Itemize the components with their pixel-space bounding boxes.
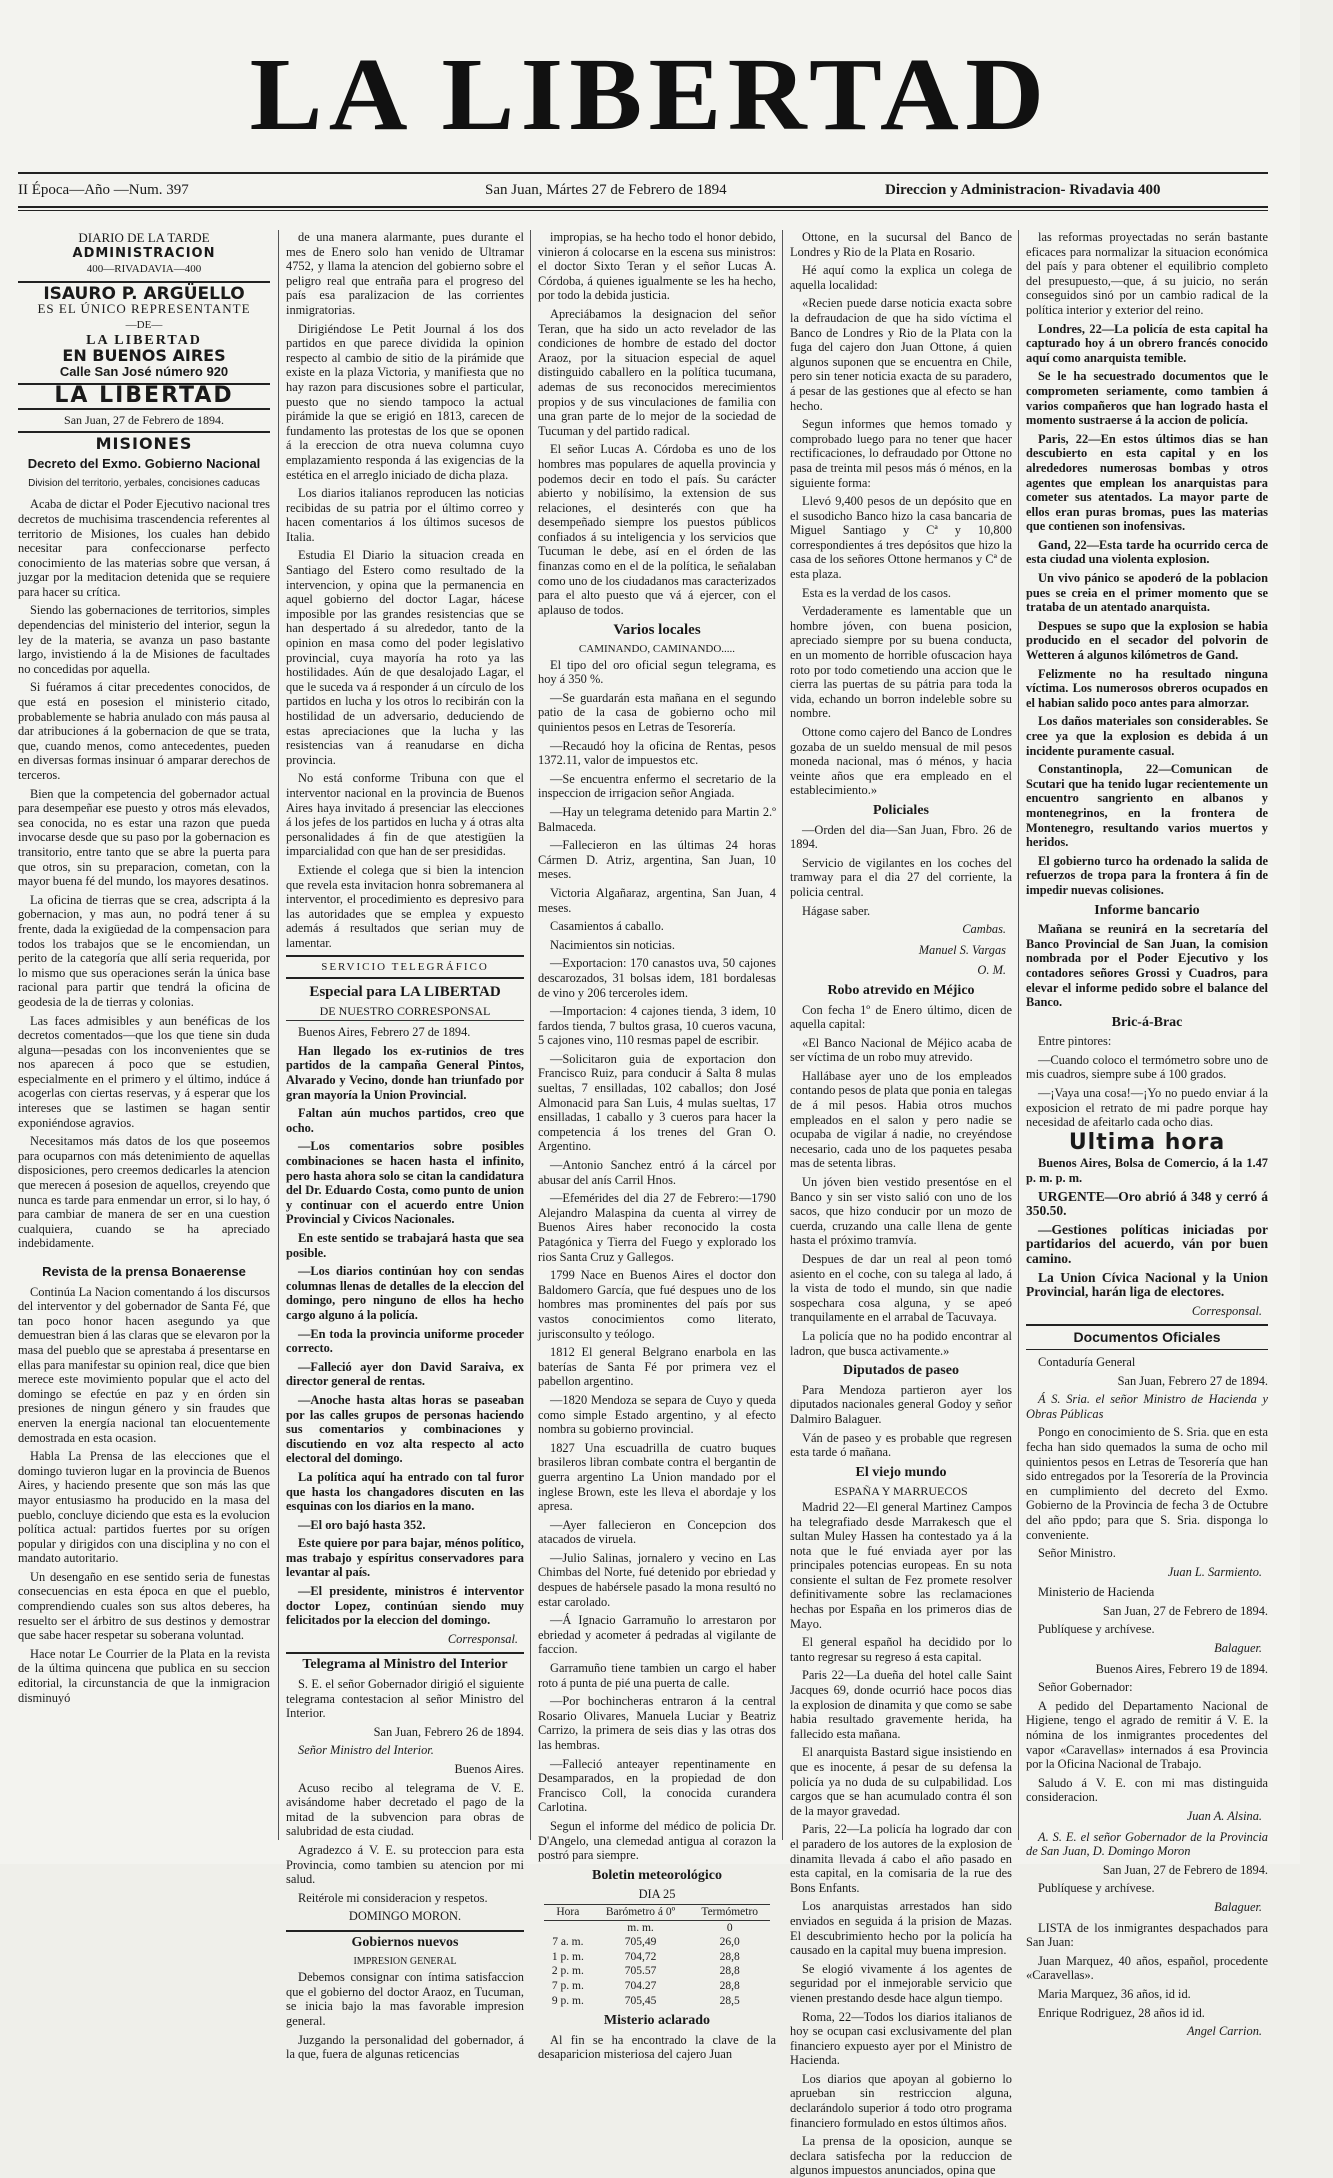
article-paragraph: «Recien puede darse noticia exacta sobre la defraudacion de que ha sido víctima el Banco de Londres y Rio de la Plata con la fuga del cajero don Juan Ottone, á quien algunos suponen que se encuentra en Chile, pero sin tener noticia exacta de su paradero, á pesar de las gestiones que al efecto se han hecho. [790, 296, 1012, 413]
article-paragraph: La prensa de la oposicion, aunque se declara satisfecha por la reduccion de algunos impuestos anunciados, opina que [790, 2134, 1012, 2178]
local-note: El tipo del oro oficial segun telegrama, es hoy á 350 %. [538, 657, 776, 687]
article-paragraph: Acuso recibo al telegrama de V. E. avisándome haber decretado el pago de la mitad de la subvencion para obras de salubridad de esta ciudad. [286, 1780, 524, 1839]
diputados-heading: Diputados de paseo [843, 1363, 959, 1379]
article-paragraph: Ottone, en la sucursal del Banco de Londres y Rio de la Plata en Rosario. [790, 230, 1012, 259]
weather-cell: m. m. [627, 1921, 654, 1934]
dateline [0, 180, 1300, 204]
local-note: —Por bochincheras entraron á la central Rosario Olivares, Manuela Luciar y Beatriz Carrizo, la primera de seis dias y las otras dos las hembras. [538, 1694, 776, 1752]
doc-date: San Juan, 27 de Febrero de 1894. [1102, 1603, 1268, 1618]
local-note: Segun el informe del médico de policia Dr. D'Angelo, una clemedad antigua al corazon la postró para siempre. [538, 1818, 776, 1863]
bancario-heading: Informe bancario [1094, 902, 1200, 918]
column-1 [18, 230, 270, 1840]
article-paragraph: Siendo las gobernaciones de territorios, simples dependencias del ministerio del interior, segun la ley de la materia, se avanza un paso bastante largo, invistiendo á la de Misiones de facultades no concedidas por aquella. [18, 603, 270, 676]
article-paragraph: Madrid 22—El general Martinez Campos ha telegrafiado desde Marrakesch que el sultan Muley Hassen ha contestado ya á la nota que le fué enviada ayer por las principales potencias europeas. En su nota consiente el sultan de Fez promete resolver definitivamente sobre las reclamaciones hechas por España en los primeros dias de Mayo. [790, 1499, 1012, 1631]
ultima-paragraph: URGENTE—Oro abrió á 348 y cerró á 350.50. [1026, 1188, 1268, 1219]
article-paragraph: Esta es la verdad de los casos. [802, 585, 951, 600]
representative-name: ISAURO P. ARGÜELLO [43, 283, 245, 304]
cable-paragraph: Un vivo pánico se apoderó de la poblacion pues se creia en el primer momento que se trataba de un atentado anarquista. [1026, 571, 1268, 615]
article-paragraph: Continúa La Nacion comentando á los discursos del interventor y del gobernador de Santa Fé, que tan poco honor hacen asegundo ya que demuestran bien á las claras que se elevaron por la masa del pueblo que se aprestaba á presentarse en ellas para manifestar su opinion real, dice que bien merece este movimiento popular que el acto del domingo se efectúe en paz y en órden sin presiones de ningun género y sin fraudes que enerven la energía nacional tan elocuentemente demostrada en esta ocasion. [18, 1284, 270, 1445]
top-rule [18, 172, 1268, 174]
dispatch-paragraph: —El presidente, ministros é interventor doctor Lopez, continúan siendo muy felicitados por la eleccion del domingo. [286, 1584, 524, 1628]
masthead [0, 37, 1300, 152]
article-paragraph: Dirigiéndose Le Petit Journal á los dos partidos en que parece dividida la opinion respecto al cambio de sitio de la pirámide que existe en la plaza Victoria, y manifiesta que no hay razon para discusiones sobre el particular, puesto que no siendo tampoco la actual pirámide la que se erigió en 1813, carecen de fundamento las protestas de los que se oponen á la ereccion de otra nueva columna cuyo emplazamiento responda á las exigencias de la estética en el arreglo iniciado de dicha plaza. [286, 321, 524, 482]
article-paragraph: Hágase saber. [802, 903, 871, 918]
article-paragraph: La policía que no ha podido encontrar al ladron, que busca activamente.» [790, 1328, 1012, 1358]
article-paragraph: Los diarios italianos reproducen las noticias recibidas de su patria por el último correo y hacen comentarios á los últimos sucesos de Italia. [286, 486, 524, 544]
telegram-signature: DOMINGO MORON. [348, 1909, 462, 1924]
dispatch-signature: Corresponsal. [447, 1631, 518, 1646]
article-paragraph: Estudia El Diario la situacion creada en Santiago del Estero como resultado de la intervencion, y opina que la permanencia en aquel gobierno del doctor Lagar, hácese imposible por las grandes resistencias que se han despertado á su alrededor, tanto de la opinion en masa como del poder legislativo provincial, cuya mayoría ha roto ya las hostilidades. Aún de que desalojado Lagar, el que le suceda va á responder á un círculo de los partidos en lucha y los otros lo recibirán con la hostilidad de un adversario, deduciendo de estas apreciaciones que la lucha y las resistencias van á reanudarse en dicha provincia. [286, 548, 524, 767]
column-divider [278, 230, 279, 1840]
weather-row [544, 1964, 770, 1979]
cable-paragraph: Gand, 22—Esta tarde ha ocurrido cerca de esta ciudad una violenta explosion. [1026, 537, 1268, 567]
dispatch-paragraph: —Los comentarios sobre posibles combinaciones se hacen hasta el infinito, pero hasta ahora solo se citan la candidatura del Dr. Eduardo Costa, como punto de union y continuar con el acuerdo entre Union Provincial y Civicos Nacionales. [286, 1139, 524, 1227]
doc-date: San Juan, 27 de Febrero de 1894. [1102, 1862, 1268, 1877]
decree-heading: Decreto del Exmo. Gobierno Nacional [27, 456, 261, 472]
telegram-date: San Juan, Febrero 26 de 1894. [373, 1724, 524, 1739]
issue-date: San Juan, Mártes 27 de Febrero de 1894 [485, 182, 727, 198]
article-paragraph: Con fecha 1º de Enero último, dicen de aquella capital: [790, 1002, 1012, 1032]
article-paragraph: Despues de dar un real al peon tomó asiento en el coche, con su talega al lado, á la vista de todo el mundo, sin que nadie sospechara cosa alguna, y se apeó tranquilamente en el arrabal de Tacuvaya. [790, 1252, 1012, 1325]
weather-row [544, 1950, 770, 1965]
weather-cell: 0 [726, 1921, 733, 1934]
doc-paragraph: LISTA de los inmigrantes despachados para San Juan: [1026, 1920, 1268, 1950]
doc-date: San Juan, Febrero 27 de 1894. [1117, 1373, 1268, 1388]
local-note: —Fallecieron en las últimas 24 horas Cármen D. Atriz, argentina, San Juan, 10 meses. [538, 838, 776, 882]
article-paragraph: Reitérole mi consideracion y respetos. [298, 1890, 488, 1905]
dispatch-paragraph: Este quiere por para bajar, ménos político, mas trabajo y espíritus conservadores para levantar al país. [286, 1536, 524, 1580]
article-paragraph: Un jóven bien vestido presentóse en el Banco y sin ser visto salió con uno de los sacos, que hizo conducir por un mozo de cuerda, cruzando una calle llena de gente hasta el próximo tramvía. [790, 1175, 1012, 1248]
article-paragraph: Llevó 9,400 pesos de un depósito que en el susodicho Banco hizo la casa bancaria de Miguel Santiago y Cª y 10,800 correspondientes á tres depósitos que hizo la casa de los señores Ottone hermanos y Cª de esta plaza. [790, 494, 1012, 582]
article-paragraph: Ottone como cajero del Banco de Londres gozaba de un sueldo mensual de mil pesos moneda nacional, mas ó ménos, y hacia veinte años que era empleado en el establecimiento.» [790, 725, 1012, 798]
weather-cell: 28,8 [719, 1979, 740, 1992]
article-paragraph: S. E. el señor Gobernador dirigió el siguiente telegrama contestacion al señor Ministro del Interior. [286, 1677, 524, 1721]
cable-paragraph: Londres, 22—La policía de esta capital ha capturado hoy á un obrero francés conocido aquí como anarquista temible. [1026, 321, 1268, 365]
dateline-rule-thin [18, 210, 1268, 211]
immigrant-entry: Maria Marquez, 36 años, id id. [1038, 1986, 1191, 2001]
article-paragraph: Hallábase ayer uno de los empleados contando pesos de plata que ponia en talegas de á mil pesos. Habia otros muchos empleados en el salon y pero nadie se ocupaba de vigilar á nadie, no creyéndose necesario, cada uno de los paquetes pesaba mas de setenta libras. [790, 1068, 1012, 1171]
weather-cell: 28,8 [719, 1950, 740, 1963]
weather-table-header [544, 1904, 770, 1920]
local-note: —Importacion: 4 cajones tienda, 3 idem, 10 fardos tienda, 7 bultos grasa, 10 cueros vacuna, 5 cajones vino, 110 resmas papel de escribir. [538, 1004, 776, 1048]
cable-paragraph: Constantinopla, 22—Comunican de Scutari que ha tenido lugar recientemente un encuentro sangriento en albanos y montenegrinos, en la frontera de Montenegro, resultando varios muertos y heridos. [1026, 762, 1268, 850]
corresponsal-subheading: DE NUESTRO CORRESPONSAL [286, 1004, 524, 1022]
article-paragraph: Paris 22—La dueña del hotel calle Saint Jacques 69, donde ocurrió hace pocos dias la explosion de dinamita y que como se sabe habia resultado gravemente herida, ha fallecido esta mañana. [790, 1668, 1012, 1741]
article-paragraph: Bien que la competencia del gobernador actual para desempeñar ese puesto y otros más elevados, sea conocida, no es estar una razon que pueda invocarse desde que su paso por la gobernacion es transitorio, entre tanto que se abre la puerta para que otros, sin su preparacion, cometan, con la mayor buena fé del mundo, los mayores desatinos. [18, 786, 270, 889]
doc-signature: Balaguer. [1214, 1641, 1262, 1656]
local-note: —Hay un telegrama detenido para Martin 2.º Balmaceda. [538, 804, 776, 834]
caminando-subheading: CAMINANDO, CAMINANDO..... [578, 643, 736, 656]
newspaper-title: LA LIBERTAD [249, 37, 1051, 152]
ultima-signature: Corresponsal. [1191, 1303, 1262, 1318]
dispatch-paragraph: —Falleció ayer don David Saraiva, ex director general de rentas. [286, 1359, 524, 1389]
representative-city: EN BUENOS AIRES [62, 346, 226, 366]
article-paragraph: impropias, se ha hecho todo el honor debido, vinieron á colocarse en la escena sus ministros: el doctor Sixto Teran y el señor Lucas A. Córdoba, á quienes igualmente se les ha hecho, por todo la debida justicia. [538, 230, 776, 303]
article-paragraph: Roma, 22—Todos los diarios italianos de hoy se ocupan casi exclusivamente del plan financiero expuesto ayer por el Ministro de Hacienda. [790, 2009, 1012, 2068]
weather-col-header: Hora [544, 1904, 592, 1920]
article-paragraph: El anarquista Bastard sigue insistiendo en que es inocente, á pesar de su defensa la policía ya no duda de su culpabilidad. Los cargos que se han acumulado contra él son de la mayor gravedad. [790, 1745, 1012, 1818]
weather-cell: 704,72 [624, 1950, 657, 1963]
column-5 [1026, 230, 1268, 2039]
weather-units-row [544, 1920, 770, 1935]
article-paragraph: Ván de paseo y es probable que regresen esta tarde ó mañana. [790, 1430, 1012, 1460]
local-note: 1812 El general Belgrano enarbola en las baterías de Santa Fé por primera vez el pabellon argentino. [538, 1345, 776, 1389]
dispatch-paragraph: La política aquí ha entrado con tal furor que hasta los changadores discuten en las esquinas con los diarios en la mano. [286, 1469, 524, 1514]
doc-date: Buenos Aires, Febrero 19 de 1894. [1095, 1661, 1268, 1676]
dispatch-paragraph: Faltan aún muchos partidos, creo que ocho. [286, 1106, 524, 1135]
place-date: San Juan, 27 de Febrero de 1894. [18, 408, 270, 433]
article-paragraph: Debemos consignar con íntima satisfaccion que el gobierno del doctor Araoz, en Tucuman, se inicia bajo la mas favorable impresion general. [286, 1970, 524, 2028]
weather-cell: 7 p. m. [551, 1979, 584, 1992]
doc-signature: Juan L. Sarmiento. [1167, 1564, 1262, 1579]
article-paragraph: Apreciábamos la designacion del señor Teran, que ha sido un acto revelador de las condiciones de hombre de estado del doctor Araoz, por la situacion especial de aquel distinguido caballero en la política tucumana, ademas de sus reconocidos merecimientos propios y de sus vinculaciones de familia con una gran parte de lo mejor de la sociedad de Tucuman y del partido radical. [538, 306, 776, 438]
admin-address: 400—RIVADAVIA—400 [86, 263, 202, 276]
weather-col-header: Termómetro [689, 1904, 770, 1920]
column-4 [790, 230, 1012, 2178]
local-note: —Recaudó hoy la oficina de Rentas, pesos 1372.11, valor de impuestos etc. [538, 738, 776, 768]
gobiernos-heading: Gobiernos nuevos [286, 1930, 524, 1951]
telegram-heading: Telegrama al Ministro del Interior [286, 1652, 524, 1673]
local-note: —Exportacion: 170 canastos uva, 50 cajones descarozados, 31 bolsas idem, 181 bordalesas de vino y 206 terceroles idem. [538, 956, 776, 1000]
column-3 [538, 230, 776, 2062]
revista-heading: Revista de la prensa Bonaerense [42, 1264, 246, 1279]
representative-notice [18, 281, 270, 386]
doc-paragraph: Ministerio de Hacienda [1038, 1585, 1155, 1600]
dispatch-paragraph: Han llegado los ex-rutinios de tres partidos de la campaña General Pintos, Alvarado y Vecino, donde han triunfado por gran mayoría la Union Provincial. [286, 1043, 524, 1102]
weather-row [544, 1979, 770, 1994]
local-note: —Á Ignacio Garramuño lo arrestaron por ebriedad y acometer á pedradas al vigilante de faccion. [538, 1613, 776, 1657]
weather-cell: 705.57 [624, 1965, 657, 1978]
dispatch-paragraph: —El oro bajó hasta 352. [298, 1517, 426, 1532]
column-divider [530, 230, 531, 1840]
article-paragraph: Los anarquistas arrestados han sido enviados en seguida á la prision de Mazas. El descubrimiento hecho por la policía ha causado en la capital muy buena impresion. [790, 1899, 1012, 1958]
weather-cell: 705,45 [624, 1994, 657, 2007]
doc-paragraph: Contaduría General [1038, 1354, 1136, 1369]
bric-heading: Bric-á-Brac [1111, 1014, 1183, 1030]
local-note: Garramuño tiene tambien un cargo el haber roto á punta de pié una puerta de calle. [538, 1661, 776, 1690]
article-paragraph: Las faces admisibles y aun benéficas de los decretos comentados—que los que tiene sin duda alguna—pesadas con los inconvenientes que se nos aparecen á poco que se estudien, especialmente en el primero y el último, indúce á acogerlas con ciertas reservas, y á esperar que los intereses que se lastimen se hagan sentir exponiéndose agravios. [18, 1013, 270, 1130]
weather-row [544, 1994, 770, 2009]
misterio-heading: Misterio aclarado [603, 2013, 711, 2029]
doc-recipient: A. S. E. el señor Gobernador de la Provincia de San Juan, D. Domingo Moron [1026, 1829, 1268, 1859]
cable-paragraph: Se le ha secuestrado documentos que le comprometen seriamente, como tambien á varios compañeros que han logrado hasta el momento sustraerse á la accion de policía. [1026, 369, 1268, 428]
issue-number: II Época—Año —Num. 397 [18, 182, 189, 198]
doc-signature: Juan A. Alsina. [1186, 1809, 1262, 1823]
article-paragraph: —¡Vaya una cosa!—¡Yo no puedo enviar á la exposicion el retrato de mi padre porque hay necesidad de afeitarlo cada ocho dias. [1026, 1086, 1268, 1130]
article-paragraph: «El Banco Nacional de Méjico acaba de ser víctima de un robo muy atrevido. [790, 1035, 1012, 1065]
local-note: 1827 Una escuadrilla de cuatro buques brasileros libran combate contra el bergantin de guerra argentino La Union mandado por el inglese Brown, este les lleva el abordaje y los apresa. [538, 1440, 776, 1514]
weather-cell: 704.27 [624, 1979, 657, 1992]
article-paragraph: Acaba de dictar el Poder Ejecutivo nacional tres decretos de muchisima trascendencia referentes al territorio de Misiones, los cuales han debido necesitar para confeccionarse perfecto conocimiento de las materias sobre que versan, á juzgar por la meditacion detenida que se requiere para hacer su crítica. [18, 497, 270, 599]
article-paragraph: Se elogió vivamente á los agentes de seguridad por el inmejorable servicio que vienen prestando desde hace algun tiempo. [790, 1961, 1012, 2005]
doc-paragraph: Publíquese y archívese. [1038, 1881, 1155, 1896]
dispatch-paragraph: —Anoche hasta altas horas se paseaban por las calles grupos de personas haciendo sus comentarios y combinaciones y discutiendo en voz alta respecto al acto electoral del domingo. [286, 1392, 524, 1466]
weather-table [544, 1904, 770, 2008]
representative-line: ES EL ÚNICO REPRESENTANTE [37, 301, 251, 317]
immigrant-entry: Juan Marquez, 40 años, español, procedente «Caravellas». [1026, 1953, 1268, 1983]
policiales-signature: Cambas. [962, 922, 1006, 937]
policiales-signature: Manuel S. Vargas [918, 942, 1006, 957]
cable-paragraph: Despues se supo que la explosion se habia producido en el secador del polvorin de Wetteren á algunos kilómetros de Gand. [1026, 618, 1268, 663]
immigrant-entry: Enrique Rodriguez, 28 años id id. [1038, 2005, 1205, 2020]
article-paragraph: Entre pintores: [1038, 1034, 1112, 1049]
article-paragraph: las reformas proyectadas no serán bastante eficaces para normalizar la situacion económica del país y para obtener el equilibrio completo del presupuesto,—que, á su juicio, no serán conseguidos sinó por un cambio radical de la política interior y exterior del reino. [1026, 230, 1268, 317]
doc-paragraph: Saludo á V. E. con mi mas distinguida consideracion. [1026, 1775, 1268, 1805]
especial-heading: Especial para LA LIBERTAD [309, 984, 501, 1001]
local-note: —Solicitaron guia de exportacion don Francisco Ruiz, para conducir á Salta 8 mulas sueltas, 7 ensilladas, 102 caballos; don José Almonacid para San Luis, 4 mulas sueltas, 17 ensilladas, 1 caballo y 3 cueros para hacer la competencia á los trenes del Gran O. Argentino. [538, 1051, 776, 1154]
local-note: —Julio Salinas, jornalero y vecino en Las Chimbas del Norte, fué detenido por ebriedad y despues de habérsele pasado la mona resultó no estar carolado. [538, 1550, 776, 1609]
article-paragraph: Paris, 22—La policía ha logrado dar con el paradero de los autores de la explosion de dinamita llevada á cabo el año pasado en esta capital, en la comisaria de la rue des Bons Enfants. [790, 1822, 1012, 1895]
article-paragraph: La oficina de tierras que se crea, adscripta á la gobernacion, y mas aun, no podrá tener á su frente, dada la exigüedad de la compensacion para todos los trabajos que se le encomiendan, un perito de la categoría que allí seria requerida, por lo mismo que sus operaciones serán la única base racional para partir que tendrá la oficina de geodesia de la de tierras y colonias. [18, 892, 270, 1009]
doc-recipient: Señor Gobernador: [1038, 1680, 1133, 1695]
diario-label: DIARIO DE LA TARDE [78, 230, 210, 245]
local-note: Victoria Algañaraz, argentina, San Juan, 4 meses. [538, 885, 776, 915]
dispatch-paragraph: —En toda la provincia uniforme proceder correcto. [286, 1326, 524, 1356]
cable-paragraph: Felizmente no ha resultado ninguna víctima. Los numerosos obreros ocupados en el habian salido poco antes para almorzar. [1026, 666, 1268, 710]
weather-cell: 28,5 [719, 1994, 740, 2007]
representative-de: —DE— [125, 318, 163, 331]
espana-subheading: ESPAÑA Y MARRUECOS [834, 1484, 968, 1499]
ultima-paragraph: —Gestiones políticas iniciadas por partidarios del acuerdo, ván por buen camino. [1026, 1221, 1268, 1266]
article-paragraph: Al fin se ha encontrado la clave de la desaparicion misteriosa del cajero Juan [538, 2032, 776, 2062]
weather-cell: 7 a. m. [552, 1936, 584, 1949]
doc-signature: Angel Carrion. [1186, 2024, 1262, 2039]
article-paragraph: Verdaderamente es lamentable que un hombre jóven, con buena posicion, apreciado siempre por su buena conducta, en un momento de horrible ofuscacion haya roto por todo cometiendo una accion que le cierra las puertas de su pátria para toda la vida, echando un borron indeleble sobre su nombre. [790, 604, 1012, 721]
boletin-day: DIA 25 [638, 1887, 676, 1902]
article-paragraph: —Orden del dia—San Juan, Fbro. 26 de 1894. [790, 822, 1012, 852]
article-paragraph: Agradezco á V. E. su proteccion para esta Provincia, como tambien su atencion por mi salud. [286, 1842, 524, 1887]
weather-cell: 26,0 [719, 1936, 740, 1949]
telegram-city: Buenos Aires. [454, 1762, 524, 1776]
decree-subheading: Division del territorio, yerbales, concisiones caducas [28, 477, 260, 489]
cable-paragraph: Paris, 22—En estos últimos dias se han descubierto en esta capital y en los alrededores numerosas bombas y otros agentes que emplean los anarquistas para cometer sus atentados. La mayor parte de ellos eran puras bromas, pues las materias que contienen son inofensivas. [1026, 431, 1268, 534]
banner-title: LA LIBERTAD [54, 383, 234, 409]
article-paragraph: El general español ha decidido por lo tanto regresar su regreso á esta capital. [790, 1635, 1012, 1664]
doc-paragraph: A pedido del Departamento Nacional de Higiene, tengo el agrado de remitir á V. E. la nómina de los inmigrantes procedentes del vapor «Caravellas» internados á esa Provincia por la Oficina Nacional de Trabajo. [1026, 1698, 1268, 1772]
article-paragraph: Mañana se reunirá en la secretaría del Banco Provincial de San Juan, la comision nombrada por el Poder Ejecutivo y los contadores señores Grossi y Cuadros, para elevar el informe pedido sobre el balance del Banco. [1026, 922, 1268, 1010]
section-misiones: MISIONES [95, 433, 193, 453]
dateline-rule [18, 206, 1268, 208]
article-paragraph: Un desengaño en ese sentido seria de funestas consecuencias en esta época en que el pueblo, comprendiendo cuales son sus altos deberes, ha resuelto ser el árbitro de sus destinos y demostrar que sabe hacer respetar su soberana voluntad. [18, 1569, 270, 1643]
column-divider [1018, 230, 1019, 1840]
weather-cell: 705,49 [624, 1936, 657, 1949]
article-paragraph: Necesitamos más datos de los que poseemos para ocuparnos con más detenimiento de aquellas disposiciones, pero creemos dedicarles la atencion que merecen á posesion de aquellos, creyendo que nunca es tarde para enmendar un error, si lo hay, ó para cambiar de manera de ser en una cuestion cualquiera, cuando se ha apreciado indebidamente. [18, 1134, 270, 1251]
article-paragraph: Hé aquí como la explica un colega de aquella localidad: [790, 263, 1012, 292]
column-divider [782, 230, 783, 1840]
weather-cell: 9 p. m. [551, 1994, 584, 2007]
telegram-recipient: Señor Ministro del Interior. [298, 1743, 434, 1758]
local-note: —1820 Mendoza se separa de Cuyo y queda como simple Estado argentino, y al efecto nombra su gobierno provincial. [538, 1392, 776, 1437]
doc-paragraph: Señor Ministro. [1038, 1546, 1116, 1561]
article-paragraph: Servicio de vigilantes en los coches del tramway para el dia 27 del corriente, la policia central. [790, 855, 1012, 899]
local-note: —Antonio Sanchez entró á la cárcel por abusar del anís Carril Hnos. [538, 1158, 776, 1187]
article-paragraph: Extiende el colega que si bien la intencion que revela esta invitacion honra sobremanera al interventor, el procedimiento es depresivo para las autoridades que se emplea y expuesto además á resultados que serian muy de lamentar. [286, 862, 524, 950]
article-paragraph: Si fuéramos á citar precedentes conocidos, de que está en posesion el ministerio citado, probablemente se habria anulado con más pausa al dar atribuciones á la gobernacion de que se trata, que, cuando menos, como antecedentes, pueden en diversas formas insinuar ó amparar derechos de terceros. [18, 680, 270, 782]
weather-cell: 28,8 [719, 1965, 740, 1978]
robo-heading: Robo atrevido en Méjico [827, 982, 975, 998]
column-2 [286, 230, 524, 2062]
gobiernos-subheading: IMPRESION GENERAL [353, 1955, 457, 1967]
documentos-heading: Documentos Oficiales [1026, 1324, 1268, 1350]
local-note: —Se guardarán esta mañana en el segundo patio de la casa de gobierno ocho mil quinientos pesos en Letras de Tesorería. [538, 690, 776, 734]
doc-recipient: Á S. Sria. el señor Ministro de Hacienda y Obras Públicas [1026, 1392, 1268, 1421]
ultima-hora-heading: Ultima hora [1068, 1129, 1226, 1155]
dispatch-date: Buenos Aires, Febrero 27 de 1894. [298, 1025, 471, 1040]
local-note: Nacimientos sin noticias. [550, 937, 675, 952]
local-note: —Se encuentra enfermo el secretario de la inspeccion de irrigacion señor Angiada. [538, 771, 776, 801]
cable-paragraph: Los daños materiales son considerables. Se cree ya que la explosion es debida á un incidente puramente casual. [1026, 714, 1268, 758]
article-paragraph: Hace notar Le Courrier de la Plata en la revista de la última quincena que publica en su seccion editorial, la circunstancia de que la inmigracion disminuyó [18, 1646, 270, 1705]
article-paragraph: —Cuando coloco el termómetro sobre uno de mis cuadros, siempre sube á 100 grados. [1026, 1052, 1268, 1082]
weather-cell [544, 1920, 592, 1935]
ultima-paragraph: La Union Cívica Nacional y la Union Provincial, harán liga de electores. [1026, 1269, 1268, 1300]
article-paragraph: No está conforme Tribuna con que el interventor nacional en la provincia de Buenos Aires haya invitado á presenciar las elecciones á los jefes de los partidos en lucha y á otras alta personalidades á fin de que atestigüen la imparcialidad con que han de ser presididas. [286, 771, 524, 859]
representative-paper: LA LIBERTAD [86, 332, 202, 348]
article-paragraph: Habla La Prensa de las elecciones que el domingo tuvieron lugar en la provincia de Buenos Aires, y haciendo presente que son más las que mayor entusiasmo ha producido en la masa del pueblo, concluye diciendo que esta es la evolucion política actual: partidos fuertes por su orígen popular y dirigidos con una disciplina y no con el mandato autoritario. [18, 1449, 270, 1566]
doc-signature: Balaguer. [1214, 1899, 1262, 1914]
varios-heading: Varios locales [613, 622, 701, 639]
admin-label: ADMINISTRACION [72, 245, 216, 261]
viejo-mundo-heading: El viejo mundo [855, 1464, 947, 1480]
article-paragraph: Segun informes que hemos tomado y comprobado luego para no tener que hacer rectificaciones, lo defraudado por Ottone no pasa de treinta mil pesos más ó ménos, en la siguiente forma: [790, 417, 1012, 490]
weather-row [544, 1935, 770, 1950]
weather-cell: 1 p. m. [551, 1950, 584, 1963]
weather-cell: 2 p. m. [551, 1965, 584, 1978]
administration-address: Direccion y Administracion- Rivadavia 400 [885, 182, 1161, 198]
dispatch-paragraph: En este sentido se trabajará hasta que sea posible. [286, 1231, 524, 1260]
boletin-heading: Boletin meteorológico [592, 1867, 722, 1883]
cable-paragraph: El gobierno turco ha ordenado la salida de refuerzos de tropa para la frontera á fin de impedir nuevas colisiones. [1026, 853, 1268, 897]
representative-street: Calle San José número 920 [59, 363, 229, 379]
local-note: —Falleció anteayer repentinamente en Desamparados, en la propiedad de don Francisco Coll, la conocida curandera Carlotina. [538, 1756, 776, 1815]
dispatch-paragraph: —Los diarios continúan hoy con sendas columnas llenas de detalles de la eleccion del domingo, pero ninguno de ellos ha hecho cargo alguno á la policía. [286, 1264, 524, 1322]
article-paragraph: Los diarios que apoyan al gobierno lo aprueban sin restriccion alguna, declarándolo superior á todo otro programa financiero formulado en estos últimos años. [790, 2071, 1012, 2130]
article-paragraph: Para Mendoza partieron ayer los diputados nacionales general Godoy y señor Dalmiro Balaguer. [790, 1382, 1012, 1426]
article-paragraph: de una manera alarmante, pues durante el mes de Enero solo han venido de Ultramar 4752, y llama la atencion del gobierno sobre el peligro real que entraña para el progreso del país esa paralizacion de las corrientes inmigratorias. [286, 230, 524, 317]
columns [18, 230, 1268, 2178]
doc-paragraph: Pongo en conocimiento de S. Sria. que en esta fecha han sido quemados la suma de ocho mil quinientos pesos en Letras de Tesorería que han sido entregados por la Tesorería de la Provincia en cumplimiento del decreto del Exmo. Gobierno de la Provincia de fecha 3 de Octubre del año ppdo; para que S. Sria. disponga lo conveniente. [1026, 1425, 1268, 1542]
local-note: —Efemérides del dia 27 de Febrero:—1790 Alejandro Malaspina da cuenta al virrey de Buenos Aires haber reconocido la costa Patagónica y Tierra del Fuego y explorado los rios Santa Cruz y Gallegos. [538, 1191, 776, 1264]
weather-col-header: Barómetro á 0º [592, 1904, 690, 1920]
policiales-signature: O. M. [977, 963, 1006, 978]
local-note: —Ayer fallecieron en Concepcion dos atacados de viruela. [538, 1517, 776, 1547]
local-note: Casamientos á caballo. [550, 919, 664, 934]
servicio-heading: SERVICIO TELEGRÁFICO [286, 955, 524, 980]
ultima-paragraph: Buenos Aires, Bolsa de Comercio, á la 1.47 p. m. p. m. [1026, 1156, 1268, 1186]
doc-paragraph: Publíquese y archívese. [1038, 1622, 1155, 1637]
article-paragraph: Juzgando la personalidad del gobernador, á la que, fuera de algunas reticencias [286, 2032, 524, 2062]
local-note: 1799 Nace en Buenos Aires el doctor don Baldomero García, que fué despues uno de los hombres mas prominentes del país por sus vastos conocimientos como literato, jurisconsulto y teólogo. [538, 1268, 776, 1341]
article-paragraph: El señor Lucas A. Córdoba es uno de los hombres mas populares de aquella provincia y podemos decir en todo el país. Su carácter abierto y nobilísimo, la extension de sus relaciones, el desinterés con que ha desempeñado siempre los puestos públicos confiados á su inteligencia y los servicios que Tucuman le debe, así en el órden de las finanzas como en el de la política, le señalaban como uno de los ciudadanos mas caracterizados para el alto puesto que vá á ejercer, con el aplauso de todos. [538, 442, 776, 617]
policiales-heading: Policiales [873, 802, 929, 818]
